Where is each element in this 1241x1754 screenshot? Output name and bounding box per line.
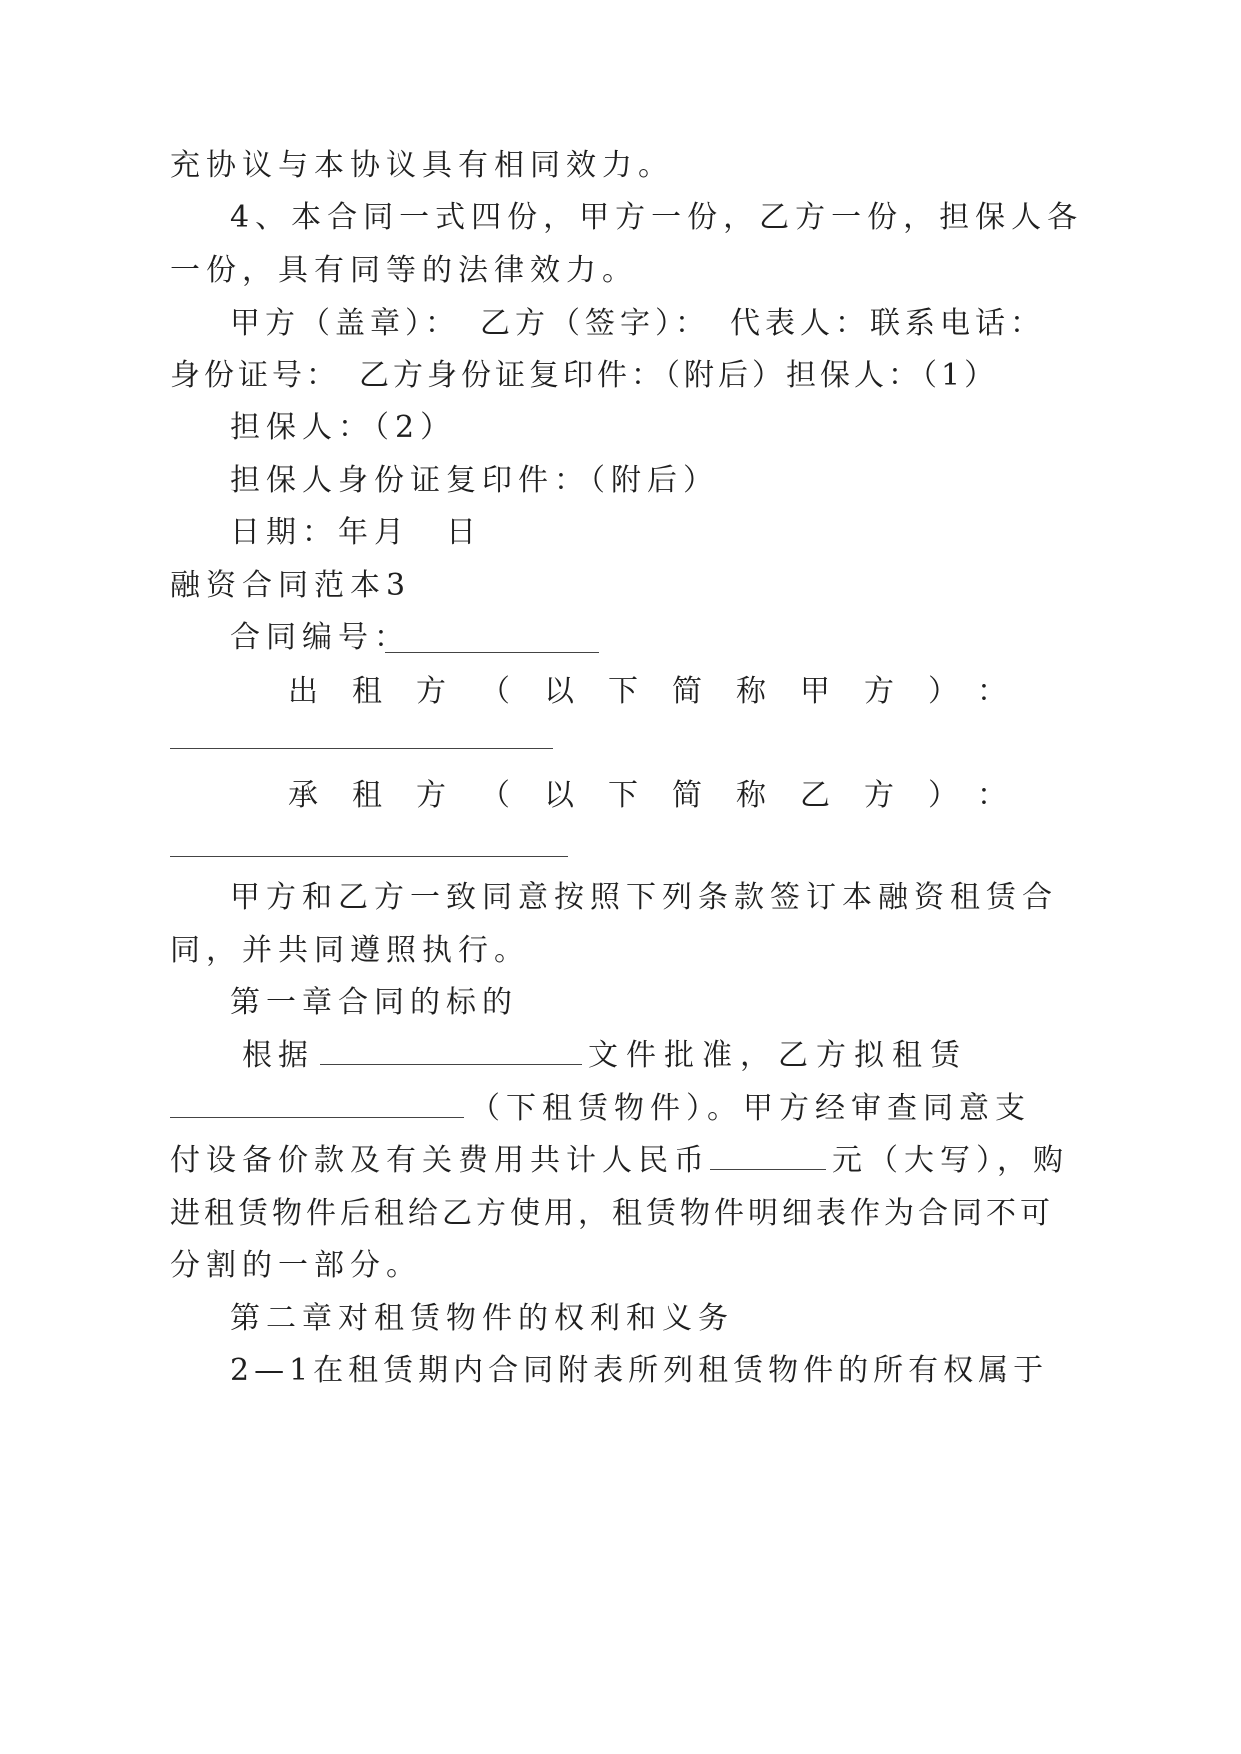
part-line: 分割的一部分。 — [170, 1248, 422, 1283]
payment-pre: 付设备价款及有关费用共计人民币 — [170, 1143, 710, 1178]
contract-number-label: 合同编号： — [230, 620, 410, 655]
text-line-3: 一份，具有同等的法律效力。 — [170, 253, 638, 288]
lessee-blank — [170, 856, 568, 857]
signature-line: 甲方（盖章）： 乙方（签字）： 代表人：联系电话： — [230, 306, 1045, 341]
chapter-1-heading: 第一章合同的标的 — [230, 985, 518, 1020]
text-line-2: 4、本合同一式四份，甲方一份，乙方一份，担保人各 — [230, 200, 1084, 235]
guarantor-id-line: 担保人身份证复印件：（附后） — [230, 463, 719, 498]
lessee-label: 承租方（以下简称乙方）： — [288, 778, 1041, 813]
date-line: 日期：年月 日 — [230, 515, 482, 550]
payment-line — [170, 1141, 1069, 1181]
basis-pre: 根据 — [242, 1038, 314, 1073]
contract-number-blank — [385, 652, 599, 653]
section-heading: 融资合同范本3 — [170, 568, 412, 603]
basis-post: 文件批准，乙方拟租赁 — [588, 1038, 968, 1073]
clause-2-1: 2—1在租赁期内合同附表所列租赁物件的所有权属于 — [230, 1353, 1049, 1388]
approval-doc-blank — [320, 1038, 582, 1065]
lessor-label: 出租方（以下简称甲方）： — [288, 674, 1041, 709]
text-line-1: 充协议与本协议具有相同效力。 — [170, 148, 674, 183]
chapter-2-heading: 第二章对租赁物件的权利和义务 — [230, 1301, 734, 1336]
items-line — [170, 1089, 1031, 1129]
amount-blank — [710, 1143, 826, 1170]
payment-post: 元（大写），购 — [832, 1143, 1069, 1178]
rent-line: 进租赁物件后租给乙方使用，租赁物件明细表作为合同不可 — [170, 1196, 1054, 1231]
guarantor-2-line: 担保人：（2） — [230, 410, 457, 445]
id-line: 身份证号： 乙方身份证复印件：（附后）担保人：（1） — [170, 358, 999, 393]
items-post: （下租赁物件）。甲方经审查同意支 — [470, 1091, 1031, 1126]
lease-items-blank — [170, 1091, 464, 1118]
basis-line — [242, 1036, 968, 1076]
agreement-para-line-1: 甲方和乙方一致同意按照下列条款签订本融资租赁合 — [230, 880, 1058, 915]
lessor-blank — [170, 748, 553, 749]
agreement-para-line-2: 同，并共同遵照执行。 — [170, 933, 530, 968]
